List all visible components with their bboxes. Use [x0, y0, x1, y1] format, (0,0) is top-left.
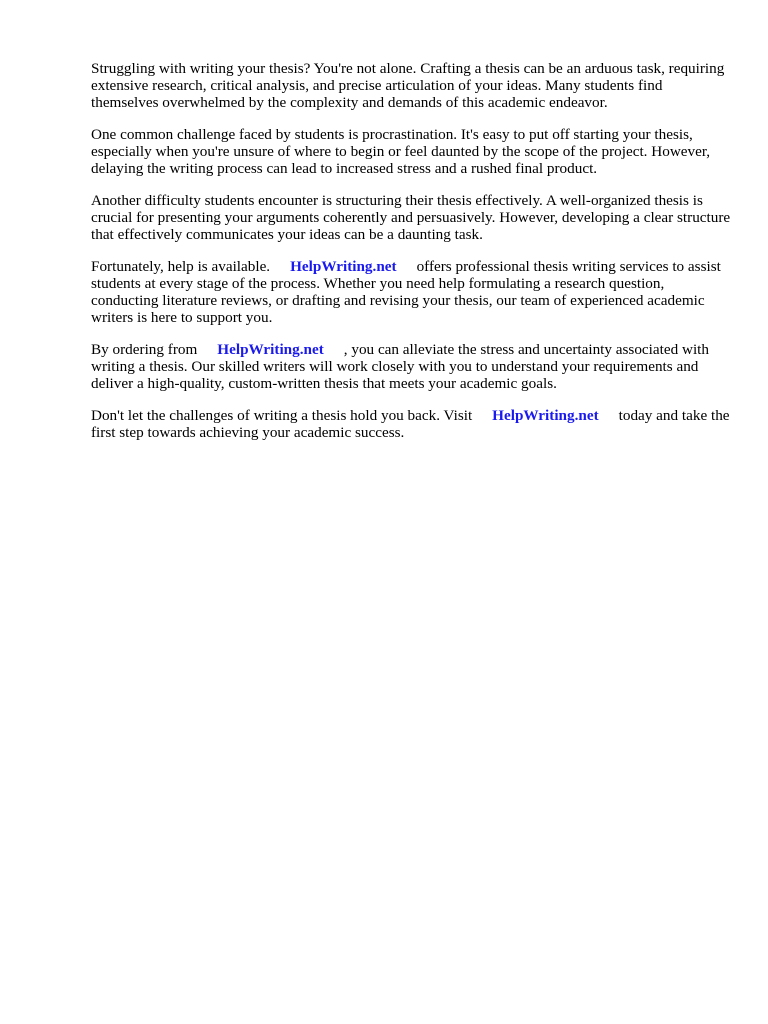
- paragraph-text-after-link: , you can alleviate the stress and uncertainty associated with writing a thesis. Our skilled writers will work closely with you to understand your requirements and deliver a high-quality, custom-written thesis that meets your academic goals.: [91, 341, 709, 392]
- document-page: [91, 60, 731, 456]
- paragraph-intro: Struggling with writing your thesis? You're not alone. Crafting a thesis can be an arduous task, requiring extensive research, critical analysis, and precise articulation of your ideas. Many students find themselves overwhelmed by the complexity and demands of this academic endeavor.: [91, 60, 725, 111]
- paragraph-structure: Another difficulty students encounter is structuring their thesis effectively. A well-organized thesis is crucial for presenting your arguments coherently and persuasively. However, developing a clear structure that effectively communicates your ideas can be a daunting task.: [91, 192, 731, 243]
- paragraph-help-available: [91, 258, 731, 326]
- paragraph-call-to-action: [91, 407, 731, 441]
- helpwriting-link[interactable]: HelpWriting.net: [290, 258, 397, 275]
- paragraph-text-after-link: today and take the first step towards achieving your academic success.: [91, 407, 730, 441]
- paragraph-text-before-link: Fortunately, help is available.: [91, 258, 271, 275]
- paragraph-procrastination: One common challenge faced by students is procrastination. It's easy to put off starting your thesis, especially when you're unsure of where to begin or feel daunted by the scope of the project. However, delaying the writing process can lead to increased stress and a rushed final product.: [91, 126, 711, 177]
- paragraph-ordering: [91, 341, 731, 392]
- paragraph-text-before-link: By ordering from: [91, 341, 198, 358]
- paragraph-text-after-link: offers professional thesis writing services to assist students at every stage of the process. Whether you need help formulating a research question, conducting literature reviews, or drafting and revising your thesis, our team of experienced academic writers is here to support you.: [91, 258, 721, 326]
- helpwriting-link[interactable]: HelpWriting.net: [492, 407, 599, 424]
- paragraph-text-before-link: Don't let the challenges of writing a thesis hold you back. Visit: [91, 407, 473, 424]
- helpwriting-link[interactable]: HelpWriting.net: [217, 341, 324, 358]
